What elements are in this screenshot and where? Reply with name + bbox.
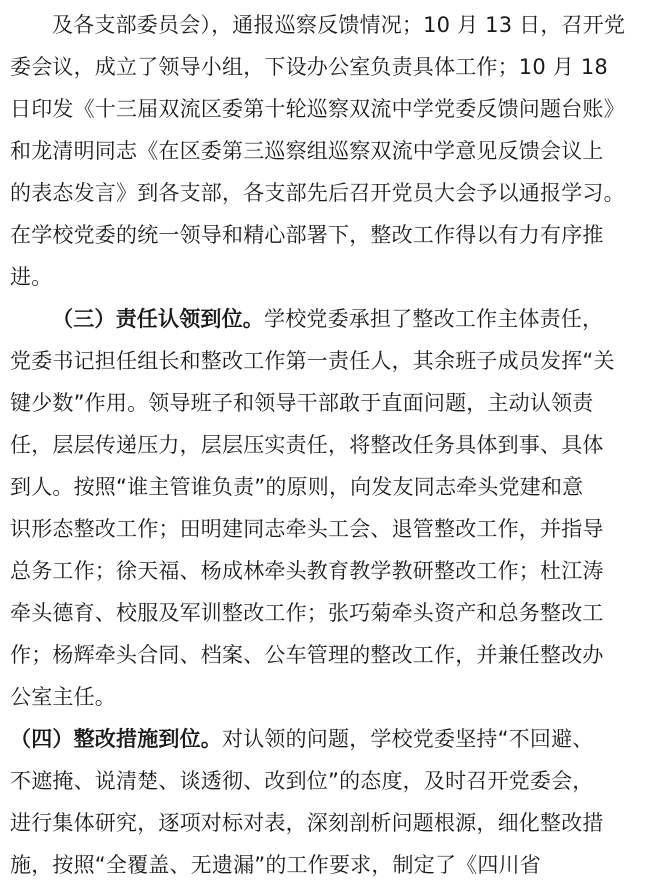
paragraph-3 [10,718,637,886]
text-line: 及各支部委员会），通报巡察反馈情况；10 月 13 日，召开党 [52,13,626,37]
text-line: 的表态发言》到各支部，各支部先后召开党员大会予以通报学习。 [10,181,625,205]
paragraph-2 [10,298,637,718]
paragraph-first-line [10,298,637,340]
text-line: 在学校党委的统一领导和精心部署下，整改工作得以有力有序推 [10,223,604,247]
text-line: 进。 [10,265,53,289]
text-line: 牵头德育、校服及军训整改工作；张巧菊牵头资产和总务整改工 [10,601,604,625]
text-line: 总务工作；徐天福、杨成林牵头教育教学教研整改工作；杜江涛 [10,559,604,583]
text-line: 委会议，成立了领导小组，下设办公室负责具体工作；10 月 18 [10,55,608,79]
text-run: 学校党委承担了整改工作主体责任， [264,307,604,331]
text-line: 党委书记担任组长和整改工作第一责任人，其余班子成员发挥“关 [10,349,615,373]
text-line: 任，层层传递压力，层层压实责任，将整改任务具体到事、具体 [10,433,604,457]
text-line: 进行集体研究，逐项对标对表，深刻剖析问题根源，细化整改措 [10,811,604,835]
text-run: 对认领的问题，学校党委坚持“不回避、 [222,727,594,751]
text-line: 公室主任。 [10,685,116,709]
section-heading-measures: （四）整改措施到位。 [10,727,222,751]
text-line: 到人。按照“谁主管谁负责”的原则，向发友同志牵头党建和意 [10,475,584,499]
text-line: 和龙清明同志《在区委第三巡察组巡察双流中学意见反馈会议上 [10,139,604,163]
paragraph-first-line [10,718,637,760]
paragraph-1 [10,4,637,298]
text-line: 施，按照“全覆盖、无遗漏”的工作要求，制定了《四川省 [10,853,541,877]
text-line: 作；杨辉牵头合同、档案、公车管理的整改工作，并兼任整改办 [10,643,604,667]
section-heading-responsibility: （三）责任认领到位。 [52,307,264,331]
text-line: 日印发《十三届双流区委第十轮巡察双流中学党委反馈问题台账》 [10,97,625,121]
text-line: 识形态整改工作；田明建同志牵头工会、退管整改工作，并指导 [10,517,604,541]
text-line: 不遮掩、说清楚、谈透彻、改到位”的态度，及时召开党委会， [10,769,594,793]
text-line: 键少数”作用。领导班子和领导干部敢于直面问题，主动认领责 [10,391,594,415]
